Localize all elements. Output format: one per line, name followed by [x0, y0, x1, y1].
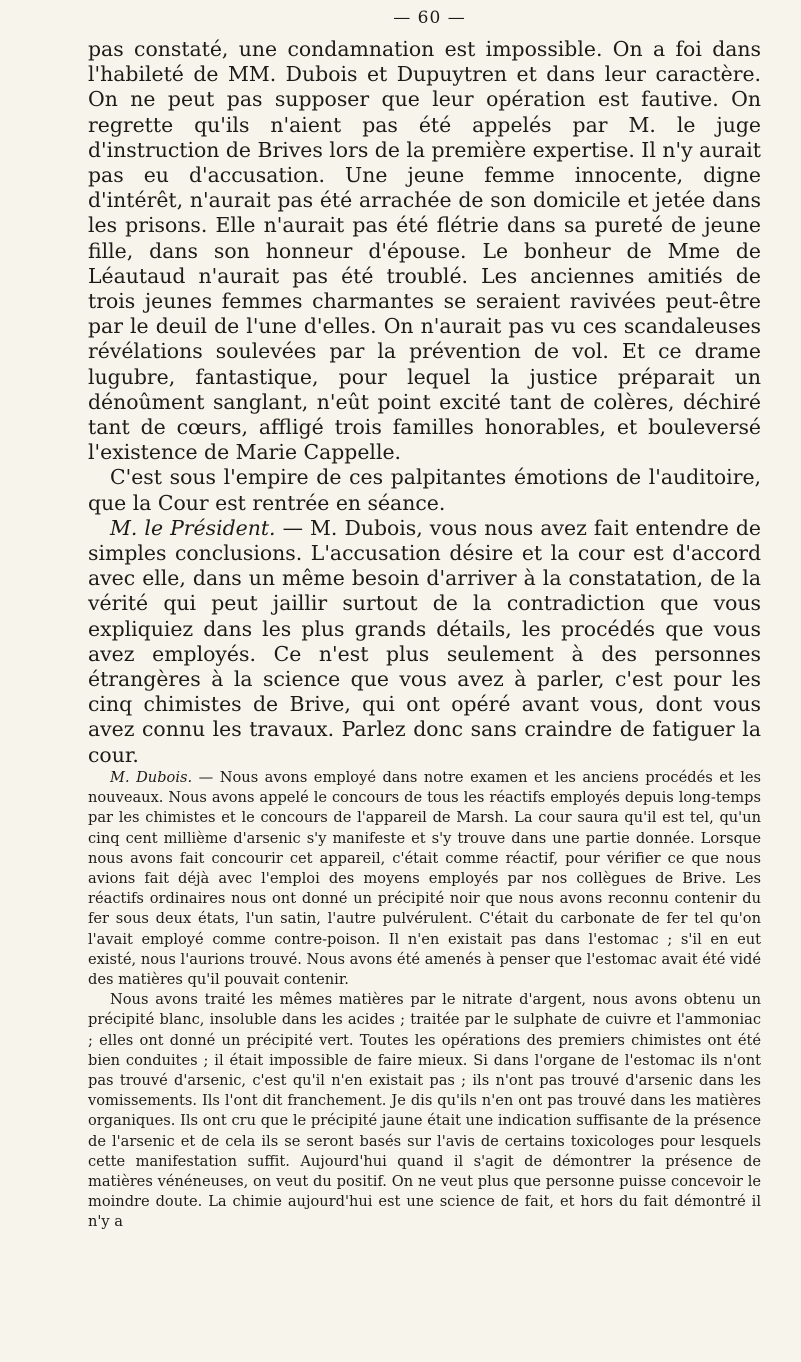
testimony-paragraph: [88, 768, 761, 990]
paragraph-text: — M. Dubois, vous nous avez fait entendre de simples conclusions. L'accusation désire et la cour est d'accord avec elle, dans un même besoin d'arriver à la constatation, de la vérité qui peut jaillir surtout de la contradiction que vous expliquiez dans les plus grands détails, les procédés que vous avez employés. Ce n'est plus seulement à des personnes étrangères à la science que vous avez à parler, c'est pour les cinq chimistes de Brive, qui ont opéré avant vous, dont vous avez connu les travaux. Parlez donc sans craindre de fatiguer la cour.: [88, 515, 761, 767]
body-paragraph: [88, 37, 761, 465]
page-number: — 60 —: [393, 8, 466, 28]
paragraph-text: — Nous avons employé dans notre examen et les anciens procédés et les nouveaux. Nous avons appelé le concours de tous les réactifs employés depuis long-temps par les chimistes et le concours de l'appareil de Marsh. La cour saura qu'il est tel, qu'un cinq cent millième d'arsenic s'y manifeste et s'y trouve dans une partie donnée. Lorsque nous avons fait concourir cet appareil, c'était comme réactif, pour vérifier ce que nous avions fait déjà avec l'emploi des moyens employés par nos collègues de Brive. Les réactifs ordinaires nous ont donné un précipité noir que nous avons reconnu contenir du fer sous deux états, l'un satin, l'autre pulvérulent. C'était du carbonate de fer tel qu'on l'avait employé comme contre-poison. Il n'en existait pas dans l'estomac ; s'il en eut existé, nous l'aurions trouvé. Nous avons été amenés à penser que l'estomac avait été vidé des matières qu'il pouvait contenir.: [88, 768, 761, 988]
paragraph-text: pas constaté, une condamnation est impossible. On a foi dans l'habileté de MM. Dubois et Dupuytren et dans leur caractère. On ne peut pas supposer que leur opération est fautive. On regrette qu'ils n'aient pas été appelés par M. le juge d'instruction de Brives lors de la première expertise. Il n'y aurait pas eu d'accusation. Une jeune femme innocente, digne d'intérêt, n'aurait pas été arrachée de son domicile et jetée dans les prisons. Elle n'aurait pas été flétrie dans sa pureté de jeune fille, dans son honneur d'épouse. Le bonheur de Mme de Léautaud n'aurait pas été troublé. Les anciennes amitiés de trois jeunes femmes charmantes se seraient ravivées peut-être par le deuil de l'une d'elles. On n'aurait pas vu ces scandaleuses révélations soulevées par la prévention de vol. Et ce drame lugubre, fantastique, pour lequel la justice préparait un dénoûment sanglant, n'eût point excité tant de colères, déchiré tant de cœurs, affligé trois familles honorables, et bouleversé l'existence de Marie Cappelle.: [88, 37, 761, 465]
speaker-name: M. le Président.: [110, 515, 276, 540]
speaker-name: M. Dubois.: [110, 768, 193, 786]
paragraph-text: C'est sous l'empire de ces palpitantes émotions de l'auditoire, que la Cour est rentrée en séance.: [88, 465, 761, 515]
body-paragraph: [88, 516, 761, 768]
body-paragraph: [88, 465, 761, 515]
testimony-paragraph: [88, 990, 761, 1232]
paragraph-text: Nous avons traité les mêmes matières par le nitrate d'argent, nous avons obtenu un précipité blanc, insoluble dans les acides ; traitée par le sulphate de cuivre et l'ammoniac ; elles ont donné un précipité vert. Toutes les opérations des premiers chimistes ont été bien conduites ; il était impossible de faire mieux. Si dans l'organe de l'estomac ils n'ont pas trouvé d'arsenic, c'est qu'il n'en existait pas ; ils n'ont pas trouvé d'arsenic dans les vomissements. Ils l'ont dit franchement. Je dis qu'ils n'en ont pas trouvé dans les matières organiques. Ils ont cru que le précipité jaune était une indication suffisante de la présence de l'arsenic et de cela ils se seront basés sur l'avis de certains toxicologes pour lesquels cette manifestation suffit. Aujourd'hui quand il s'agit de démontrer la présence de matières vénéneuses, on veut du positif. On ne veut plus que personne puisse concevoir le moindre doute. La chimie aujourd'hui est une science de fait, et hors du fait démontré il n'y a: [88, 991, 761, 1231]
